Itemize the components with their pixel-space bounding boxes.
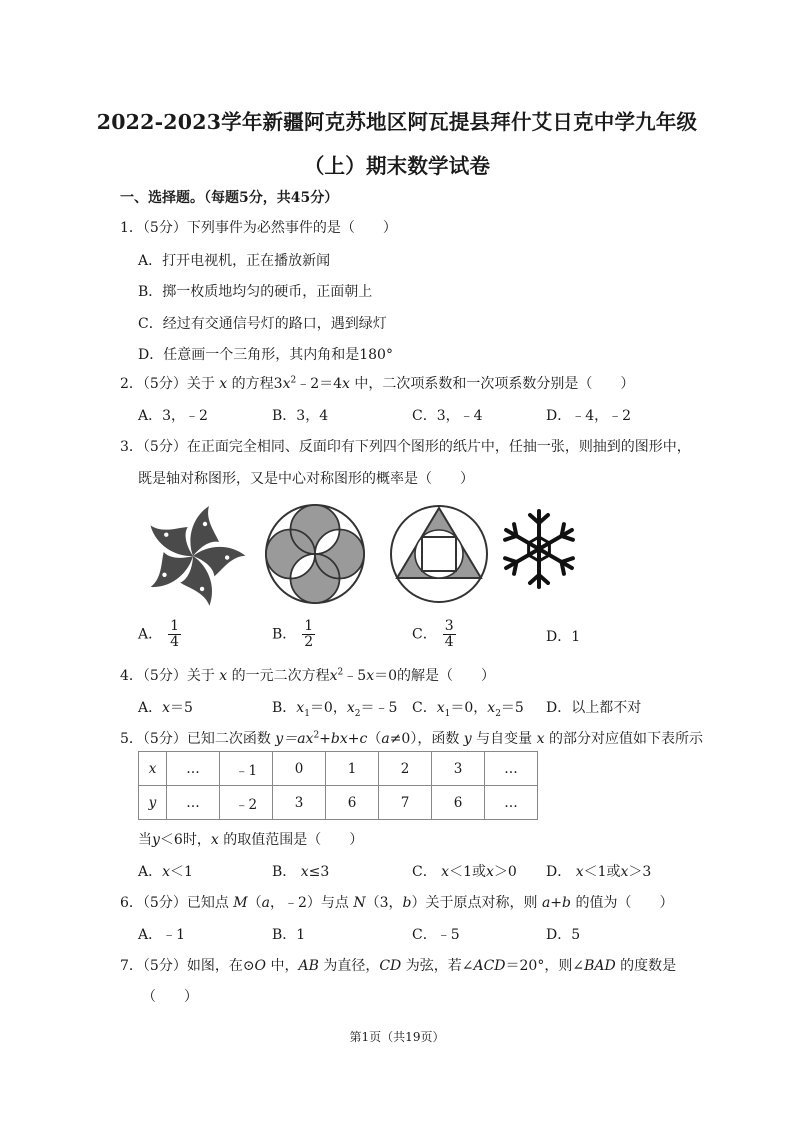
- page-title-line2: （上）期末数学试卷: [303, 154, 491, 178]
- table-cell: 3: [432, 752, 485, 786]
- question-1-option-c: C．经过有交通信号灯的路口，遇到绿灯: [138, 316, 387, 332]
- table-cell: …: [167, 786, 220, 820]
- page-title-line1: 2022-2023学年新疆阿克苏地区阿瓦提县拜什艾日克中学九年级: [96, 110, 698, 134]
- question-3-option-c: C． $\frac{3}{4}$: [412, 618, 454, 650]
- question-4-option-a: A．x＝5: [138, 700, 193, 716]
- question-3-stem-line2: 既是轴对称图形，又是中心对称图形的概率是（ ）: [138, 471, 474, 487]
- circle-triangle-square-figure: [386, 502, 492, 606]
- question-2-option-c: C．3，﹣4: [412, 408, 483, 424]
- question-2-option-a: A．3，﹣2: [138, 408, 208, 424]
- circle-petals-figure: [262, 502, 368, 606]
- question-5-option-d: D． x＜1或x＞3: [546, 864, 652, 880]
- question-3-stem-line1: 3．（5分）在正面完全相同、反面印有下列四个图形的纸片中，任抽一张，则抽到的图形中，: [120, 439, 691, 455]
- page-footer: 第1页（共19页）: [349, 1030, 445, 1044]
- question-6-stem: 6．（5分）已知点 M（a，﹣2）与点 N（3，b）关于原点对称，则 a+b 的值为（ ）: [120, 895, 674, 911]
- question-2-option-d: D．﹣4，﹣2: [546, 408, 632, 424]
- table-cell: 2: [379, 752, 432, 786]
- table-cell: ﹣2: [220, 786, 273, 820]
- value-table: [138, 751, 538, 820]
- question-5-condition: 当y＜6时，x 的取值范围是（ ）: [138, 832, 364, 848]
- question-6-option-d: D．5: [546, 927, 581, 943]
- table-cell: 1: [326, 752, 379, 786]
- bauhinia-figure: [138, 502, 250, 610]
- question-1-option-a: A．打开电视机，正在播放新闻: [138, 253, 331, 269]
- question-5-option-a: A．x＜1: [138, 864, 193, 880]
- question-4-option-c: C．$x_1=0$，$x_2=5$: [412, 700, 524, 719]
- question-5-option-b: B． x≤3: [272, 864, 330, 880]
- table-header-cell: x: [139, 752, 167, 786]
- question-5-option-c: C． x＜1或x＞0: [412, 864, 517, 880]
- section-heading: 一、选择题。（每题5分，共45分）: [120, 190, 339, 206]
- question-3-option-a: A． $\frac{1}{4}$: [138, 618, 180, 650]
- table-row-x: [139, 752, 538, 786]
- table-cell: ﹣1: [220, 752, 273, 786]
- snowflake-figure: [494, 508, 584, 590]
- question-4-option-b: B．$x_1=0$，$x_2=﹣5$: [272, 700, 398, 719]
- question-4-stem: 4．（5分）关于 x 的一元二次方程$x^2﹣5x=0$的解是（ ）: [120, 667, 496, 684]
- table-cell: 6: [326, 786, 379, 820]
- question-2-option-b: B．3，4: [272, 408, 329, 424]
- table-cell: 6: [432, 786, 485, 820]
- table-cell: …: [167, 752, 220, 786]
- question-7-stem: 7．（5分）如图，在⊙O 中，AB 为直径，CD 为弦，若∠ACD＝20°，则∠BAD 的度数是: [120, 958, 677, 974]
- question-6-option-b: B．1: [272, 927, 306, 943]
- table-row-y: [139, 786, 538, 820]
- question-1-option-d: D．任意画一个三角形，其内角和是180°: [138, 347, 393, 363]
- table-cell: 0: [273, 752, 326, 786]
- question-5-stem: 5．（5分）已知二次函数 $y=ax^2+bx+c(a\ne 0)$，函数 y 与自变量 x 的部分对应值如下表所示: [120, 730, 703, 747]
- question-4-option-d: D．以上都不对: [546, 700, 642, 716]
- question-3-option-b: B． $\frac{1}{2}$: [272, 618, 314, 650]
- question-3-option-d: D．1: [546, 629, 581, 645]
- question-1-option-b: B．掷一枚质地均匀的硬币，正面朝上: [138, 284, 373, 300]
- question-2-stem: 2．（5分）关于 x 的方程$3x^2﹣2=4x$ 中，二次项系数和一次项系数分别是（ ）: [120, 375, 635, 392]
- table-cell: …: [485, 786, 538, 820]
- table-cell: …: [485, 752, 538, 786]
- table-cell: 3: [273, 786, 326, 820]
- question-7-stem-line2: （ ）: [142, 989, 198, 1005]
- question-6-option-a: A．﹣1: [138, 927, 186, 943]
- question-6-option-c: C．﹣5: [412, 927, 460, 943]
- table-cell: 7: [379, 786, 432, 820]
- table-header-cell: y: [139, 786, 167, 820]
- question-1-stem: 1．（5分）下列事件为必然事件的是（ ）: [120, 220, 397, 236]
